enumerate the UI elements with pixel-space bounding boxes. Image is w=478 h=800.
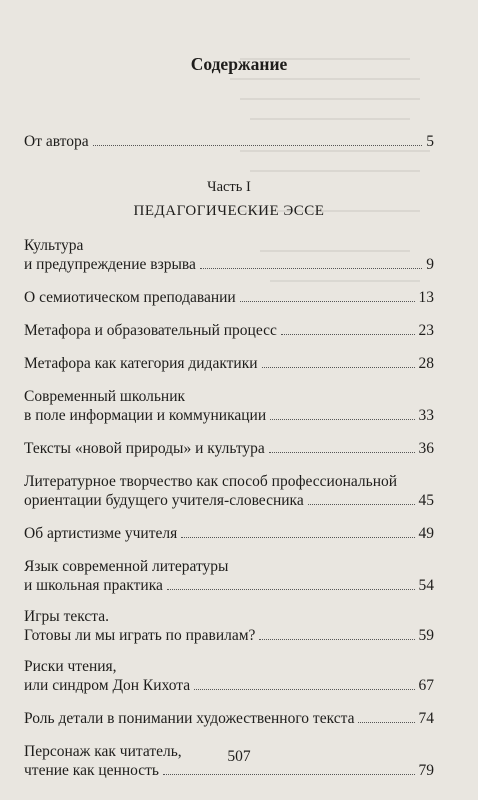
- toc-entry-title: Метафора и образовательный процесс: [24, 322, 277, 339]
- toc-page-number: 59: [418, 627, 434, 644]
- dot-leader: [240, 300, 415, 302]
- toc-entry-title: О семиотическом преподавании: [24, 289, 236, 306]
- dot-leader: [259, 638, 414, 640]
- toc-page-number: 45: [418, 492, 434, 509]
- toc-entry: [24, 321, 434, 340]
- toc-page-number: 5: [426, 133, 434, 150]
- dot-leader: [93, 144, 423, 146]
- toc-entry: [24, 709, 434, 728]
- toc-entry-title: Об артистизме учителя: [24, 525, 178, 542]
- toc-page-number: 33: [418, 407, 434, 424]
- toc-entry: [24, 354, 434, 373]
- dot-leader: [200, 267, 422, 269]
- toc-entry-title: чтение как ценность: [24, 762, 159, 779]
- toc-page-number: 9: [426, 256, 434, 273]
- toc-entry-title-line: Современный школьник: [24, 388, 186, 405]
- dot-leader: [308, 503, 415, 505]
- dot-leader: [194, 688, 414, 690]
- toc-entry: [24, 236, 434, 274]
- toc-page-number: 74: [418, 710, 434, 727]
- page-title: Содержание: [190, 54, 288, 74]
- toc-entry-title-line: Литературное творчество как способ профессиональной: [24, 473, 398, 490]
- toc-page-number: 79: [418, 762, 434, 779]
- toc-entry-author: [24, 132, 434, 151]
- toc-entry-title-line: Язык современной литературы: [24, 558, 229, 575]
- toc-entry-title: или синдром Дон Кихота: [24, 677, 191, 694]
- toc-entry: [24, 439, 434, 458]
- dot-leader: [270, 418, 414, 420]
- toc-entry-title-line: Персонаж как читатель,: [24, 743, 182, 760]
- toc-page-number: 67: [418, 677, 434, 694]
- toc-page-number: 23: [418, 322, 434, 339]
- toc-entry-title-line: Игры текста.: [24, 608, 109, 625]
- toc-page-number: 49: [418, 525, 434, 542]
- part-label: Часть I: [207, 179, 251, 195]
- toc-entry-title: и школьная практика: [24, 577, 163, 594]
- toc-entry-title-line: Культура: [24, 237, 84, 254]
- toc-page-number: 28: [418, 355, 434, 372]
- toc-entry: [24, 524, 434, 543]
- dot-leader: [281, 333, 415, 335]
- dot-leader: [358, 721, 414, 723]
- toc-entry-title: Метафора как категория дидактики: [24, 355, 258, 372]
- dot-leader: [167, 588, 415, 590]
- toc-entry-title: Роль детали в понимании художественного текста: [24, 710, 355, 727]
- toc-entry-title: ориентации будущего учителя-словесника: [24, 492, 304, 509]
- toc-entry: [24, 472, 434, 510]
- toc-entry: [24, 607, 434, 645]
- toc-entry-title-line: Риски чтения,: [24, 658, 117, 675]
- dot-leader: [163, 773, 415, 775]
- toc-entry-title: От автора: [24, 133, 89, 150]
- toc-entry-title: Тексты «новой природы» и культура: [24, 440, 265, 457]
- toc-page-number: 54: [418, 577, 434, 594]
- toc-entry: [24, 288, 434, 307]
- toc-entry-title: и предупреждение взрыва: [24, 256, 196, 273]
- part-title: ПЕДАГОГИЧЕСКИЕ ЭССЕ: [133, 203, 325, 219]
- toc-entry-title: в поле информации и коммуникации: [24, 407, 267, 424]
- toc-page-number: 13: [418, 289, 434, 306]
- toc-entry: [24, 387, 434, 425]
- table-of-contents: [24, 132, 434, 780]
- dot-leader: [269, 451, 415, 453]
- toc-entry-title: Готовы ли мы играть по правилам?: [24, 627, 256, 644]
- dot-leader: [262, 366, 415, 368]
- toc-entry: [24, 557, 434, 595]
- page-number: 507: [227, 748, 251, 765]
- dot-leader: [181, 536, 414, 538]
- toc-page-number: 36: [418, 440, 434, 457]
- toc-entry: [24, 657, 434, 695]
